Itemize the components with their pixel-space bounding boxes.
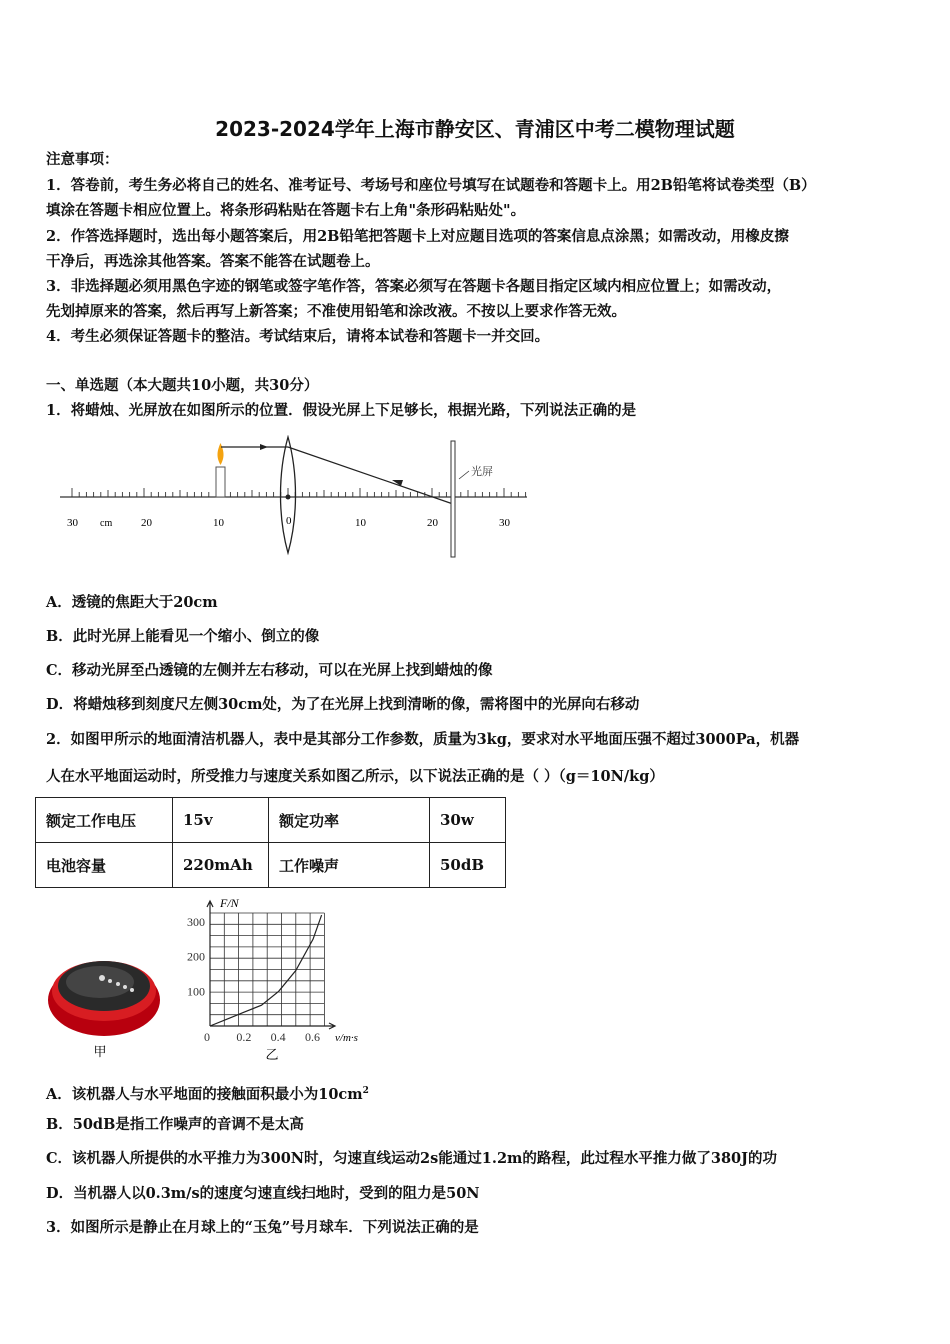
force-velocity-curve: [210, 915, 322, 1026]
question-3-stem: 3．如图所示是静止在月球上的“玉兔”号月球车．下列说法正确的是: [46, 1219, 479, 1236]
x-tick-label: 0.4: [270, 1030, 286, 1044]
candle: [216, 467, 225, 497]
x-tick-label: 0.6: [305, 1030, 320, 1044]
refracted-ray: [288, 447, 453, 504]
unit-label: cm: [100, 518, 113, 529]
table-cell: 电池容量: [36, 843, 173, 888]
table-cell: 额定功率: [269, 798, 430, 843]
tick-label: 10: [213, 517, 224, 529]
x-axis: [210, 1023, 335, 1029]
table-cell: 50dB: [430, 843, 506, 888]
force-velocity-chart: [180, 893, 380, 1065]
tick-label: 0: [286, 515, 292, 527]
figure-jia-label: 甲: [93, 1044, 107, 1059]
x-tick-label: 0.2: [236, 1030, 252, 1044]
q1-option-d: D．将蜡烛移到刻度尺左侧30cm处，为了在光屏上找到清晰的像，需将图中的光屏向右移动: [46, 696, 640, 713]
tick-label: 10: [355, 517, 366, 529]
q2-option-a: [46, 1081, 369, 1105]
q2-option-d: D．当机器人以0.3m/s的速度匀速直线扫地时，受到的阻力是50N: [46, 1185, 480, 1202]
cleaning-robot-image: [42, 948, 166, 1066]
screen-label: 光屏: [471, 466, 493, 478]
tick-label: 30: [67, 517, 78, 529]
table-cell: 额定工作电压: [36, 798, 173, 843]
superscript-2: 2: [362, 1086, 369, 1096]
question-2-stem: 2．如图甲所示的地面清洁机器人，表中是其部分工作参数，质量为3kg，要求对水平地面压强不超过3000Pa，机器: [46, 731, 800, 748]
q2-option-a-text: A．该机器人与水平地面的接触面积最小为10cm: [46, 1085, 363, 1103]
notice-heading: 注意事项：: [46, 151, 119, 168]
notice-line: 4．考生必须保证答题卡的整洁。考试结束后，请将本试卷和答题卡一并交回。: [46, 328, 550, 345]
section-heading: 一、单选题（本大题共10小题，共30分）: [46, 377, 319, 394]
question-2-stem-cont: 人在水平地面运动时，所受推力与速度关系如图乙所示，以下说法正确的是（ ）（g＝10N/kg）: [46, 768, 664, 785]
table-row: [36, 843, 506, 888]
notice-line: 填涂在答题卡相应位置上。将条形码粘贴在答题卡右上角"条形码粘贴处"。: [46, 202, 526, 219]
y-tick-label: 200: [187, 949, 205, 964]
tick-label: 20: [427, 517, 438, 529]
table-cell: 30w: [430, 798, 506, 843]
q2-option-c: C．该机器人所提供的水平推力为300N时，匀速直线运动2s能通过1.2m的路程，此过程水平推力做了380J的功: [46, 1150, 778, 1167]
page-title: 2023-2024学年上海市静安区、青浦区中考二模物理试题: [215, 117, 735, 141]
candle-flame: [217, 443, 223, 465]
y-axis: [207, 901, 213, 1026]
q2-option-b: B．50dB是指工作噪声的音调不是太高: [46, 1116, 304, 1133]
y-axis-label: F/N: [220, 896, 239, 910]
y-tick-label: 100: [187, 984, 205, 999]
question-1-stem: 1．将蜡烛、光屏放在如图所示的位置．假设光屏上下足够长，根据光路，下列说法正确的是: [46, 402, 637, 419]
tick-label: 30: [499, 517, 510, 529]
y-tick-label: 300: [187, 915, 205, 929]
notice-line: 先划掉原来的答案，然后再写上新答案；不准使用铅笔和涂改液。不按以上要求作答无效。: [46, 303, 626, 320]
table-row: [36, 798, 506, 843]
table-cell: 15v: [173, 798, 269, 843]
x-axis-label: v/m·s: [335, 1032, 358, 1044]
notice-line: 3．非选择题必须用黑色字迹的钢笔或签字笔作答，答案必须写在答题卡各题目指定区域内相应位置上；如需改动，: [46, 278, 782, 295]
q1-option-a: A．透镜的焦距大于20cm: [46, 594, 218, 611]
light-screen: [451, 441, 455, 557]
q1-option-c: C．移动光屏至凸透镜的左侧并左右移动，可以在光屏上找到蜡烛的像: [46, 662, 493, 679]
notice-line: 干净后，再选涂其他答案。答案不能答在试题卷上。: [46, 253, 380, 270]
tick-label: 20: [141, 517, 152, 529]
table-cell: 220mAh: [173, 843, 269, 888]
notice-line: 1．答卷前，考生务必将自己的姓名、准考证号、考场号和座位号填写在试题卷和答题卡上。用2B铅笔将试卷类型（B）: [46, 177, 816, 194]
table-cell: 工作噪声: [269, 843, 430, 888]
notice-line: 2．作答选择题时，选出每小题答案后，用2B铅笔把答题卡上对应题目选项的答案信息点涂黑；如需改动，用橡皮擦: [46, 228, 789, 245]
robot-params-table: [35, 797, 506, 888]
optics-figure: [55, 435, 535, 565]
q1-option-b: B．此时光屏上能看见一个缩小、倒立的像: [46, 628, 320, 645]
figure-yi-label: 乙: [265, 1047, 279, 1062]
x-tick-label: 0: [204, 1030, 210, 1044]
